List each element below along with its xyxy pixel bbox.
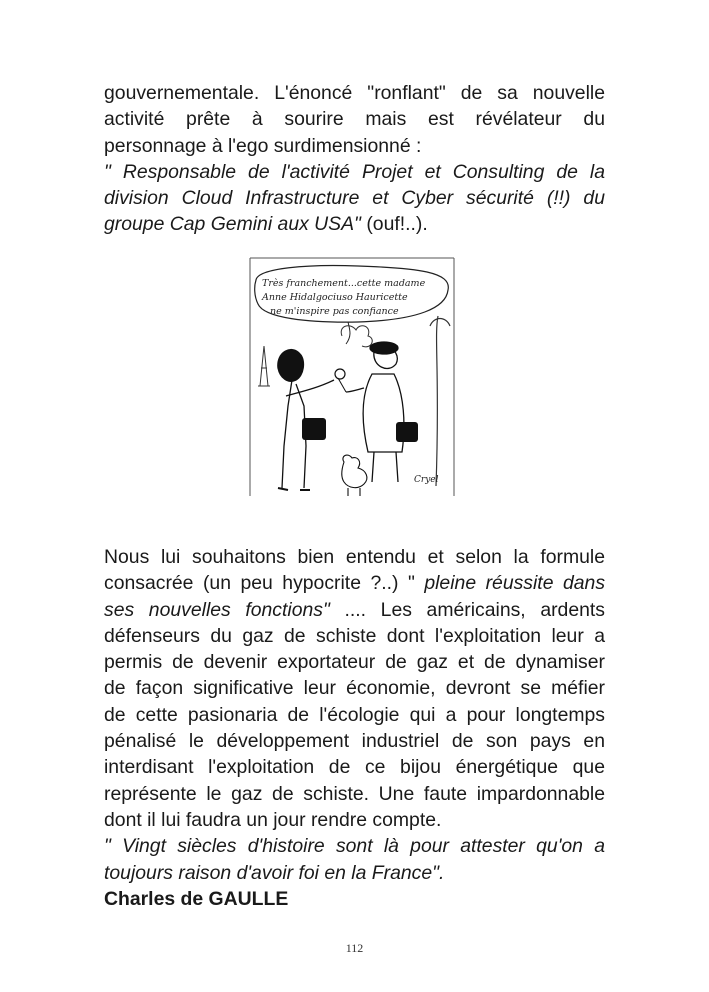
text-line: de cette pasionaria de l'écologie qui a pour longtemps	[104, 703, 605, 726]
text-line: activité prête à sourire mais est révélateur du	[104, 108, 605, 131]
text-line: pénalisé le développement industriel de son pays en	[104, 730, 605, 753]
bubble-text-3: ne m'inspire pas confiance	[270, 306, 399, 317]
text-line: permis de devenir exportateur de gaz et de dynamiser	[104, 651, 605, 674]
woman-handbag	[396, 422, 418, 442]
bubble-text-2: Anne Hidalgociuso Hauricette	[262, 292, 408, 303]
paragraph-intro	[104, 80, 605, 238]
text-line: " Responsable de l'activité Projet et Consulting de la	[104, 160, 605, 183]
cartoon-illustration	[248, 256, 460, 502]
text-line	[104, 570, 605, 596]
italic-phrase: pleine réussite dans	[414, 572, 606, 595]
artist-signature: Cryel	[414, 475, 439, 485]
text-line: gouvernementale. L'énoncé "ronflant" de sa nouvelle	[104, 82, 605, 104]
text-line: représente le gaz de schiste. Une faute impardonnable	[104, 782, 605, 805]
text-fragment: consacrée (un peu hypocrite ?..) "	[104, 572, 415, 595]
page-number: 112	[345, 941, 364, 955]
quote-block	[104, 833, 605, 886]
text-line: Nous lui souhaitons bien entendu et selon la formule	[104, 546, 605, 568]
text-line: dont il lui faudra un jour rendre compte.	[104, 808, 442, 831]
text-line: interdisant l'exploitation de ce bijou énergétique que	[104, 756, 605, 779]
text-line	[104, 597, 605, 623]
italic-phrase: ses nouvelles fonctions"	[104, 598, 330, 621]
text-fragment: .... Les américains, ardents	[329, 598, 605, 621]
text-line	[104, 211, 605, 237]
italic-title: groupe Cap Gemini aux USA"	[104, 213, 361, 236]
cartoon-drawing	[248, 256, 460, 502]
text-line: personnage à l'ego surdimensionné :	[104, 134, 422, 157]
man-briefcase	[302, 418, 326, 440]
text-line: division Cloud Infrastructure et Cyber sécurité (!!) du	[104, 187, 605, 210]
text-line: de façon significative leur économie, devront se méfier	[104, 677, 605, 700]
bubble-text-1: Très franchement...cette madame	[262, 278, 426, 289]
text-fragment: (ouf!..).	[360, 213, 428, 236]
quote-author: Charles de GAULLE	[104, 887, 289, 910]
text-block-bottom	[104, 544, 605, 912]
paragraph-main	[104, 544, 605, 833]
quote-line: " Vingt siècles d'histoire sont là pour attester qu'on a	[104, 835, 605, 858]
quote-line: toujours raison d'avoir foi en la France".	[104, 861, 445, 884]
text-line: défenseurs du gaz de schiste dont l'exploitation leur a	[104, 624, 605, 647]
text-block-top	[104, 80, 605, 238]
